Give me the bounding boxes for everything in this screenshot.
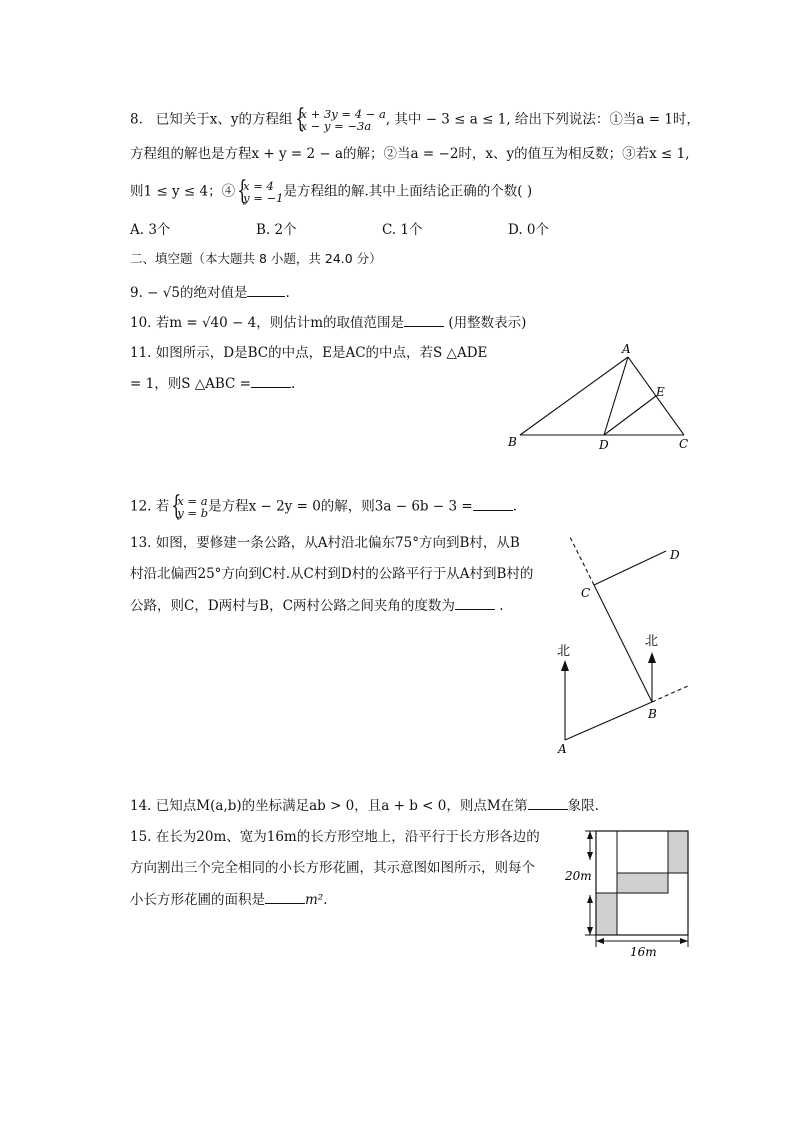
q12-post: 是方程x − 2y = 0的解，则3a − 6b − 3 = [208,498,473,515]
q11-line1: 11. 如图所示，D是BC的中点，E是AC的中点，若S △ADE [130,345,488,361]
fig13-north-a: 北 [557,644,571,659]
north-arrow-a-icon [561,660,569,671]
q12-eq1: x = a [177,494,208,508]
q14-post: 象限. [567,798,599,814]
width-arrow-right-icon [680,938,688,944]
q8-line3-pre: 则1 ≤ y ≤ 4；④ [130,183,236,200]
width-label: 16m [630,945,657,959]
section-heading: 二、填空题（本大题共 8 小题，共 24.0 分） [130,251,382,266]
height-label: 20m [565,869,592,883]
height-arrow-up-icon [587,831,593,839]
q8-option-b: B. 2个 [256,222,297,238]
road-ab-extension [652,685,690,702]
q8-line1 [130,108,700,132]
q14 [130,796,599,815]
fig13-label-a: A [558,742,567,756]
height-arrow-up2-icon [587,895,593,903]
garden-plot-bottom [596,893,617,935]
q8-solution [235,180,283,204]
fig13-label-c: C [581,586,591,600]
q12-answer-blank [473,497,513,511]
q10-answer-blank [404,313,444,327]
q13-line3-text: 公路，则C，D两村与B，C两村公路之间夹角的度数为 [130,598,455,614]
fig11-label-e: E [656,385,665,399]
garden-plot-middle [617,873,668,893]
q12-system [169,495,208,519]
q8-line3 [130,180,532,204]
q13-line3: 公路，则C，D两村与B，C两村公路之间夹角的度数为 . [130,598,504,614]
triangle-side-ac [628,357,684,435]
q13-line1: 13. 如图，要修建一条公路，从A村沿北偏东75°方向到B村，从B [130,535,520,551]
q8-equation-system [293,108,386,132]
q14-text: 14. 已知点M(a,b)的坐标满足ab > 0，且a + b < 0，则点M在第 [130,798,528,814]
q8-post: , 其中 − 3 ≤ a ≤ 1, 给出下列说法：①当a = 1时， [385,111,700,128]
fig13-label-d: D [670,548,680,562]
fig13-north-b: 北 [645,634,659,649]
fig11-label-d: D [599,438,609,452]
q10-tail: (用整数表示) [448,315,527,331]
segment-ad [604,357,628,435]
road-cd [594,551,666,585]
height-arrow-down-icon [587,852,593,860]
q8-sol1: x = 4 [243,179,274,193]
fig11-label-b: B [508,435,517,449]
road-ab [565,702,652,740]
q15-line2: 方向割出三个完全相同的小长方形花圃，其示意图如图所示，则每个 [130,860,535,876]
q12-eq2: y = b [177,506,209,520]
garden-outer-rect [596,831,688,935]
q9-answer-blank [247,283,285,297]
q8-option-d: D. 0个 [508,222,550,238]
q8-line2: 方程组的解也是方程x + y = 2 − a的解；②当a = −2时，x、y的值互为相反数；③若x ≤ 1, [130,146,690,162]
q9: 9. − √5的绝对值是 . [130,285,290,301]
q15-line3-text: 小长方形花圃的面积是 [130,892,265,908]
triangle-side-ab [520,357,628,435]
q8-option-a: A. 3个 [130,222,171,238]
q15-line3 [130,890,328,909]
width-arrow-left-icon [596,938,604,944]
q11-answer-blank [251,374,291,388]
segment-de [604,396,656,435]
q12: 12. 若{ x = a y = b是方程x − 2y = 0的解，则3a − 6b − 3 = . [130,495,517,519]
q8-eq1: x + 3y = 4 − a [300,107,386,121]
q14-answer-blank [528,796,568,810]
q8-sol2: y = −1 [243,191,284,205]
q15-unit: m². [305,892,328,908]
height-arrow-down2-icon [587,927,593,935]
q11-line2: = 1，则S △ABC = . [130,376,296,392]
q10 [130,313,526,332]
q8-number: 8. [130,111,143,128]
q15-answer-blank [265,890,305,904]
fig13-label-b: B [648,707,657,721]
q8-intro: 已知关于x、y的方程组 [155,111,293,128]
q10-text: 10. 若m = √40 − 4，则估计m的取值范围是 [130,315,405,331]
road-bc-extension [570,537,594,585]
q8-option-c: C. 1个 [382,222,423,238]
q15-line1: 15. 在长为20m、宽为16m的长方形空地上，沿平行于长方形各边的 [130,829,540,845]
q13-line2: 村沿北偏西25°方向到C村.从C村到D村的公路平行于从A村到B村的 [130,566,534,582]
garden-plot-top [668,831,688,873]
north-arrow-b-icon [648,652,656,663]
q11-line2-text: = 1，则S △ABC = [130,376,251,392]
road-bc [594,585,652,702]
fig11-label-a: A [622,342,631,356]
q13-answer-blank [455,596,495,610]
fig11-label-c: C [679,437,689,451]
q8-line3-post: 是方程组的解.其中上面结论正确的个数( ) [283,183,533,200]
q9-text: 9. − √5的绝对值是 [130,285,248,301]
q12-pre: 12. 若 [130,498,170,515]
q8-eq2: x − y = −3a [300,119,372,133]
